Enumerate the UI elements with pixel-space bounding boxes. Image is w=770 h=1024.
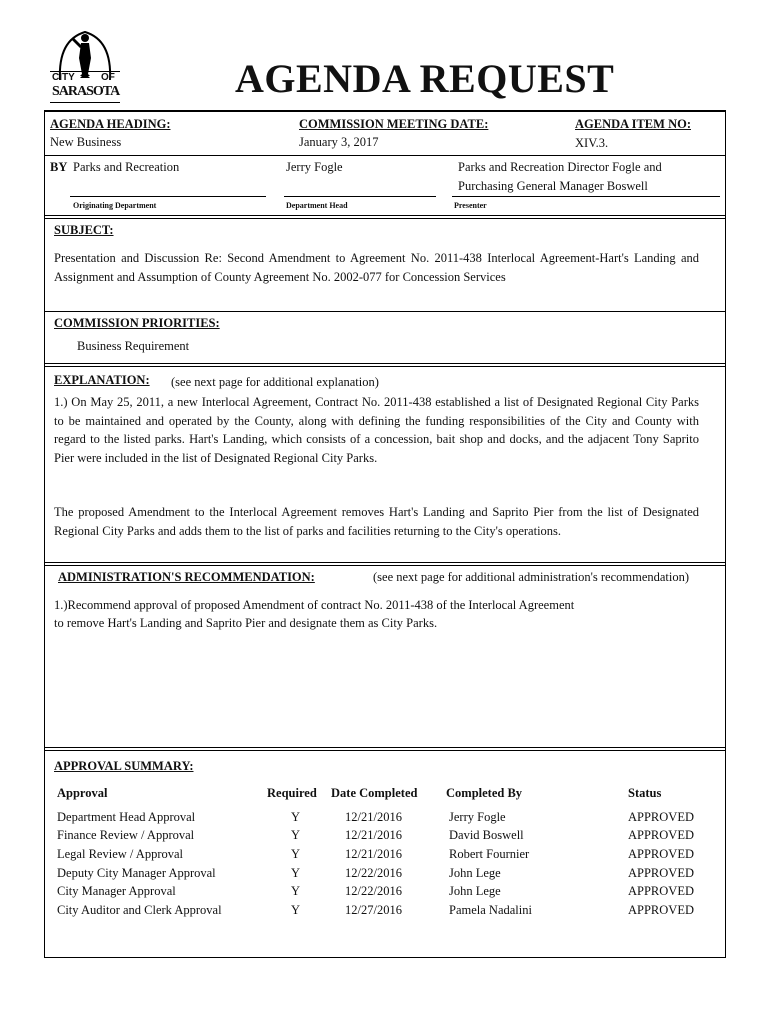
explanation-note: (see next page for additional explanation) (171, 375, 379, 389)
page-title: AGENDA REQUEST (235, 56, 615, 101)
date-completed: 12/21/2016 (345, 828, 402, 843)
approval-step: Finance Review / Approval (57, 828, 195, 843)
approval-step: Deputy City Manager Approval (57, 865, 216, 880)
agenda-item-label: AGENDA ITEM NO: (575, 117, 691, 131)
column-header-approval: Approval (57, 786, 108, 800)
column-header-completed-by: Completed By (446, 786, 523, 800)
meeting-date-value: January 3, 2017 (299, 135, 379, 149)
completed-by: Pamela Nadalini (449, 902, 532, 917)
required-flag: Y (291, 809, 301, 824)
required-flag: Y (291, 884, 301, 899)
presenter-line2: Purchasing General Manager Boswell (458, 179, 648, 193)
logo-text-city: CITY (52, 72, 75, 83)
approval-step: Legal Review / Approval (57, 846, 184, 861)
meeting-date-label: COMMISSION MEETING DATE: (299, 117, 489, 131)
caption-originating-department: Originating Department (73, 201, 157, 210)
subject-text: Presentation and Discussion Re: Second Amendment to Agreement No. 2011-438 Interlocal Agreement-Hart's Landing and Assignment and Assumption of County Agreement No. 2002-077 for Concession Services (54, 251, 699, 284)
date-completed: 12/21/2016 (345, 846, 402, 861)
table-row (57, 808, 705, 827)
originating-department: Parks and Recreation (73, 160, 180, 174)
date-completed: 12/22/2016 (345, 865, 402, 880)
recommendation-note: (see next page for additional administration's recommendation) (373, 570, 690, 584)
explanation-paragraph-1: 1.) On May 25, 2011, a new Interlocal Agreement, Contract No. 2011-438 established a list of Designated Regional City Parks to be maintained and operated by the County, along with defining the funding responsibilities of the City and County with regard to the listed parks. Hart's Landing, which consists of a concession, bait shop and docks, and the adjacent Tony Saprito Pier were included in the list of Designated Regional City Parks. (54, 395, 699, 465)
explanation-label: EXPLANATION: (54, 373, 150, 387)
commission-priorities-label: COMMISSION PRIORITIES: (54, 316, 220, 330)
approval-step: Department Head Approval (57, 809, 196, 824)
status: APPROVED (628, 884, 694, 899)
explanation-paragraph-2: The proposed Amendment to the Interlocal Agreement removes Hart's Landing and Saprito Pier from the list of Designated Regional City Parks and adds them to the list of parks and facilities returning to the City's operations. (54, 505, 699, 538)
caption-department-head: Department Head (286, 201, 348, 210)
completed-by: Jerry Fogle (449, 809, 506, 824)
column-header-required: Required (267, 786, 317, 800)
column-header-status: Status (628, 786, 662, 800)
completed-by: John Lege (449, 884, 501, 899)
required-flag: Y (291, 828, 301, 843)
status: APPROVED (628, 846, 694, 861)
approval-table-header (57, 786, 705, 808)
agenda-item-value: XIV.3. (575, 136, 609, 150)
recommendation-line-1: 1.)Recommend approval of proposed Amendment of contract No. 2011-438 of the Interlocal Agreement (54, 598, 575, 612)
status: APPROVED (628, 828, 694, 843)
approval-step: City Auditor and Clerk Approval (57, 902, 222, 917)
status: APPROVED (628, 902, 694, 917)
table-row (57, 901, 705, 920)
completed-by: John Lege (449, 865, 501, 880)
status: APPROVED (628, 865, 694, 880)
date-completed: 12/27/2016 (345, 902, 402, 917)
completed-by: David Boswell (449, 828, 524, 843)
table-row (57, 827, 705, 846)
recommendation-label: ADMINISTRATION'S RECOMMENDATION: (58, 570, 315, 584)
approval-table (57, 786, 705, 920)
agenda-heading-label: AGENDA HEADING: (50, 117, 171, 131)
by-label: BY (50, 160, 68, 174)
status: APPROVED (628, 809, 694, 824)
required-flag: Y (291, 846, 301, 861)
logo-text-sarasota: SARASOTA (52, 84, 120, 99)
approval-summary-label: APPROVAL SUMMARY: (54, 759, 194, 773)
recommendation-line-2: to remove Hart's Landing and Saprito Pier and designate them as City Parks. (54, 616, 438, 630)
table-row (57, 864, 705, 883)
approval-step: City Manager Approval (57, 884, 176, 899)
completed-by: Robert Fournier (449, 846, 530, 861)
table-row (57, 882, 705, 901)
presenter-line1: Parks and Recreation Director Fogle and (458, 160, 662, 174)
city-seal-logo (44, 24, 126, 106)
caption-presenter: Presenter (454, 201, 487, 210)
column-header-date-completed: Date Completed (331, 786, 418, 800)
date-completed: 12/21/2016 (345, 809, 402, 824)
subject-label: SUBJECT: (54, 223, 114, 237)
commission-priorities-value: Business Requirement (77, 339, 190, 353)
required-flag: Y (291, 865, 301, 880)
required-flag: Y (291, 902, 301, 917)
table-row (57, 845, 705, 864)
date-completed: 12/22/2016 (345, 884, 402, 899)
agenda-heading-value: New Business (50, 135, 122, 149)
logo-text-of: OF (101, 72, 115, 83)
department-head: Jerry Fogle (286, 160, 343, 174)
